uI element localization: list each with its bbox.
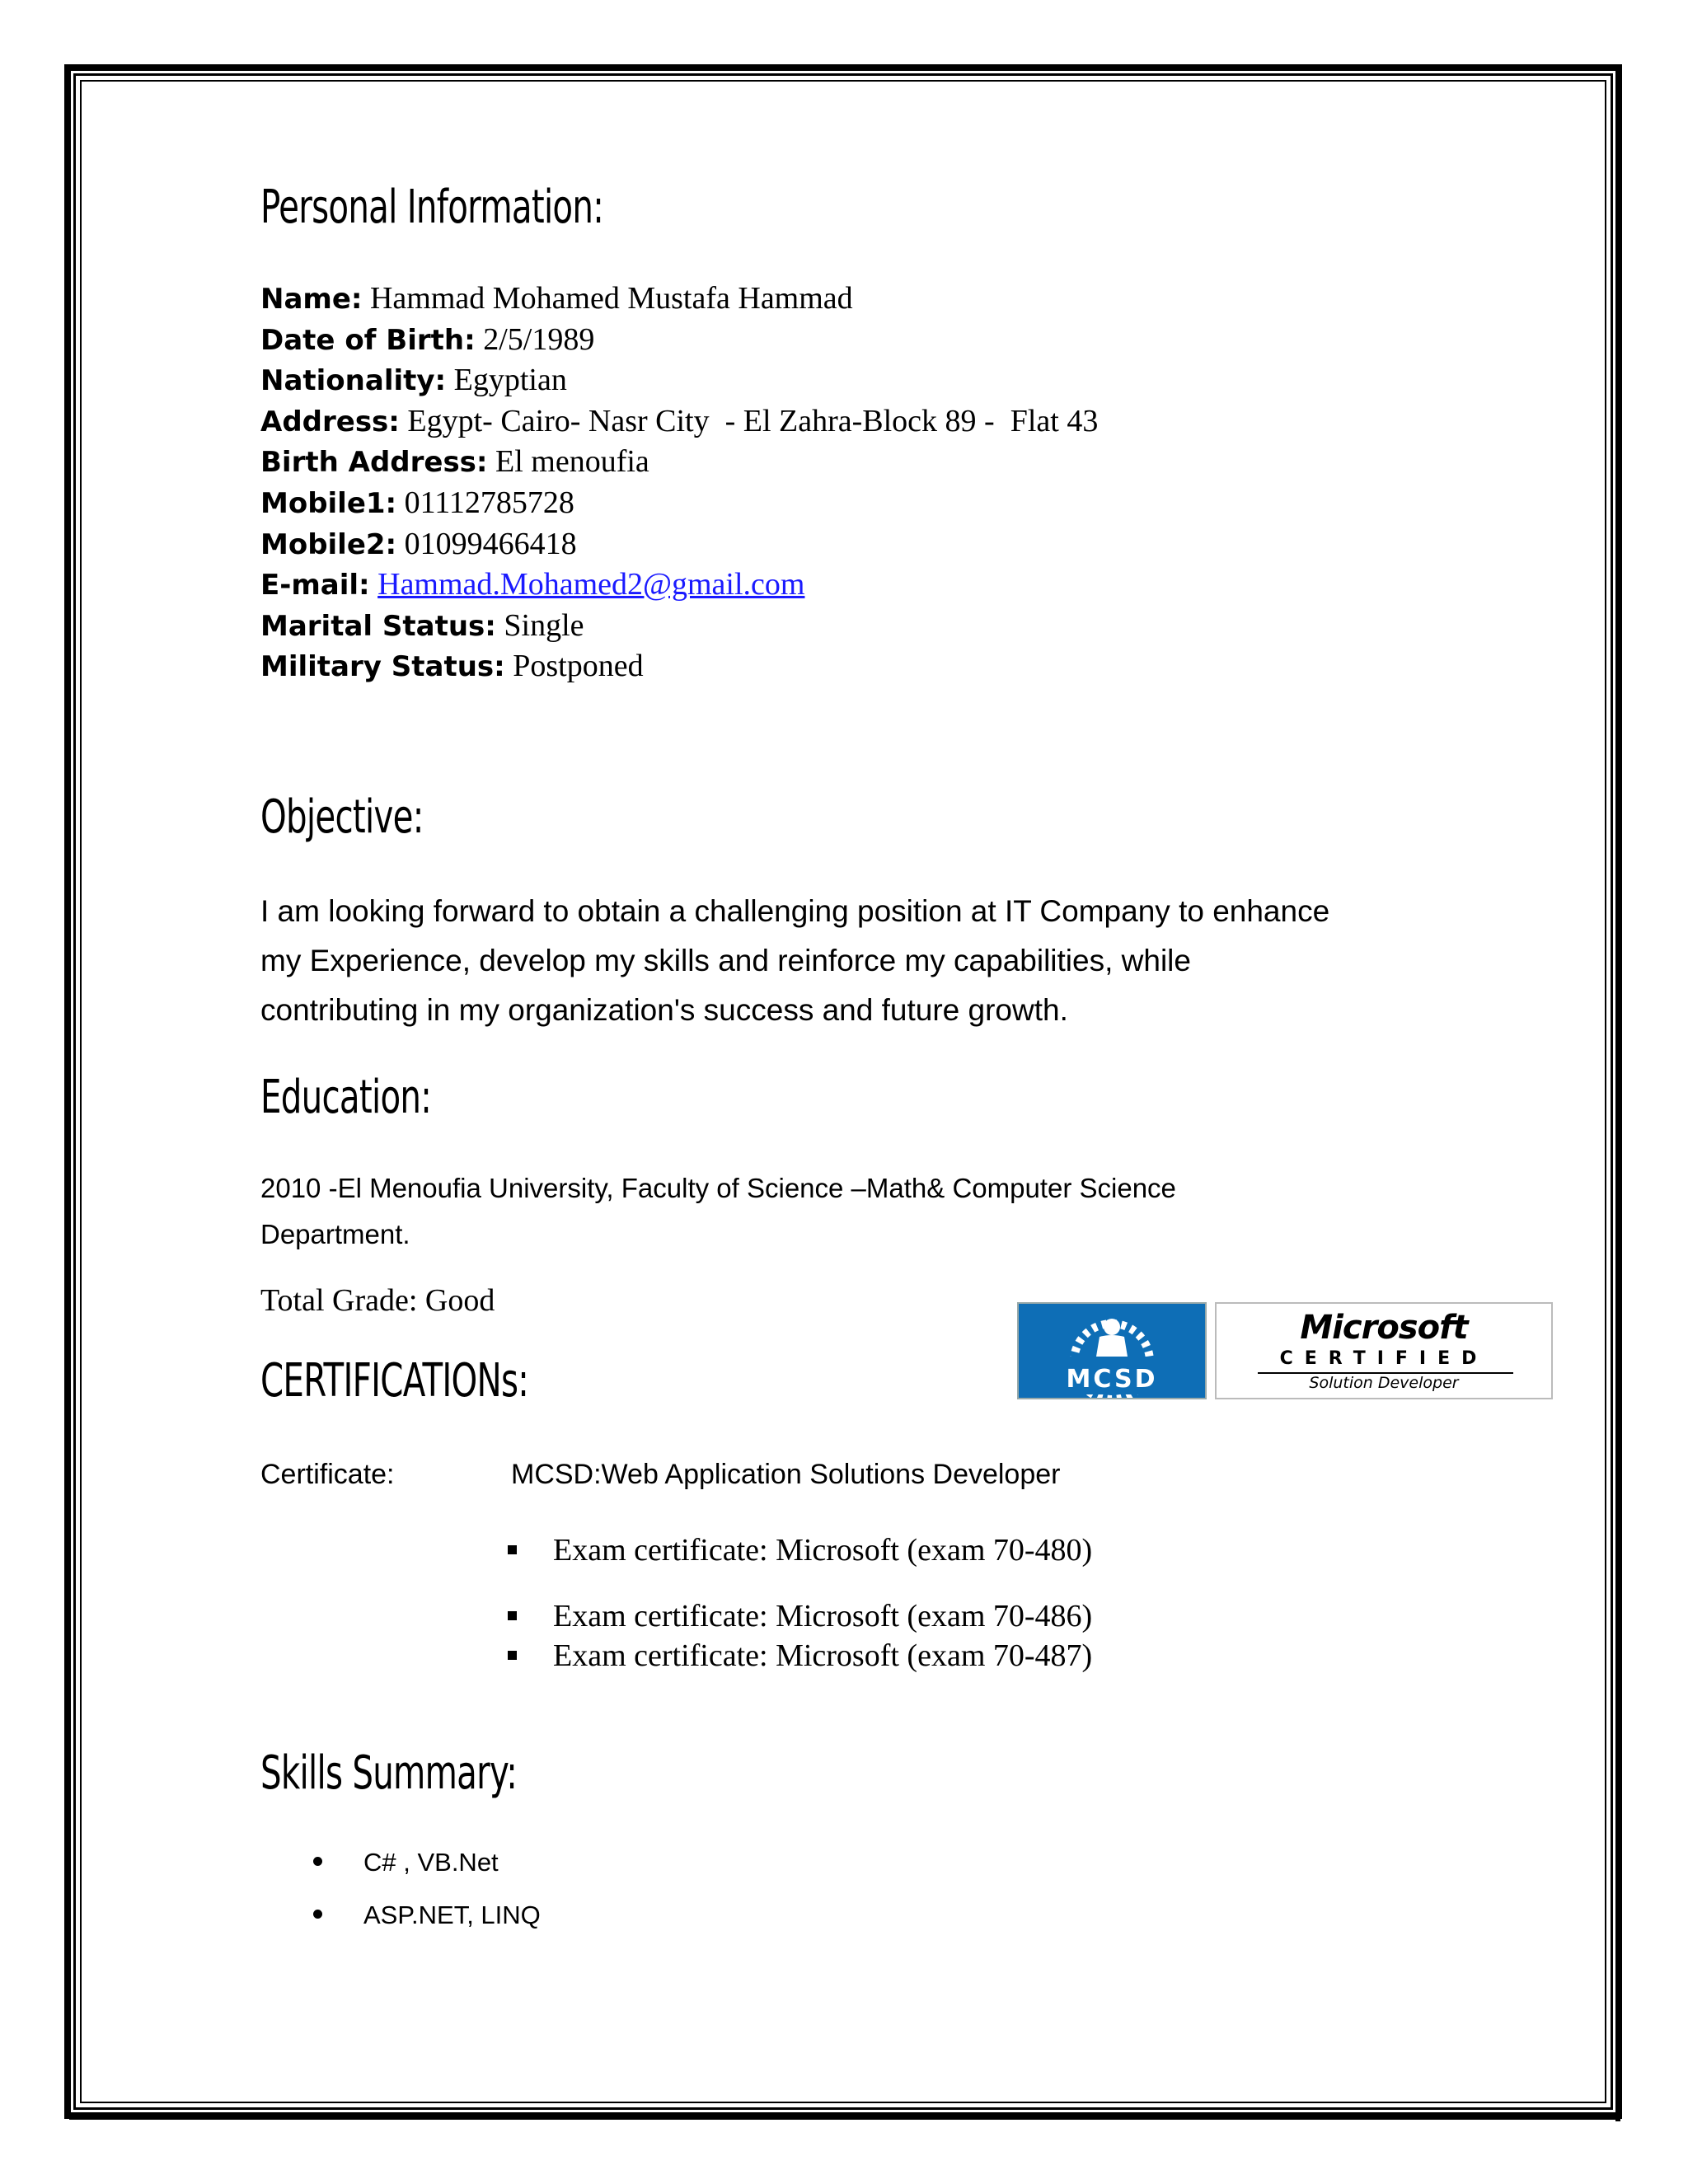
info-row-birth-date [260, 320, 1098, 361]
bullet-icon [313, 1857, 322, 1866]
education-line: Department. [260, 1219, 410, 1249]
info-row-military-status [260, 646, 1098, 687]
square-bullet-icon [508, 1651, 517, 1660]
email-link[interactable]: Hammad.Mohamed2@gmail.com [377, 567, 805, 602]
microsoft-logo: Microsoft [1300, 1309, 1468, 1347]
info-value: Hammad Mohamed Mustafa Hammad [369, 281, 853, 316]
info-row-nationality [260, 360, 1098, 401]
info-row-name [260, 279, 1098, 320]
info-label: Birth Address: [260, 446, 488, 480]
info-label: Nationality: [260, 364, 447, 398]
certificate-label: Certificate: [260, 1459, 395, 1490]
objective-paragraph [260, 887, 1439, 1035]
personal-information-heading: Personal Information: [260, 180, 604, 234]
info-row-address [260, 401, 1098, 443]
certificate-value: MCSD:Web Application Solutions Developer [511, 1459, 1061, 1490]
info-label: E-mail: [260, 569, 370, 602]
info-value: 01112785728 [404, 485, 574, 520]
info-label: Mobile2: [260, 527, 397, 561]
solution-developer-text: Solution Developer [1309, 1374, 1459, 1392]
mcsd-certification-logo [1017, 1302, 1553, 1399]
info-row-marital-status [260, 606, 1098, 647]
page-border-shadow-bottom [69, 2115, 1620, 2120]
info-value: Single [504, 607, 584, 643]
skill-item [313, 1902, 541, 1928]
square-bullet-icon [508, 1611, 517, 1620]
info-value: Postponed [513, 649, 644, 684]
info-row-mobile1 [260, 483, 1098, 524]
mcsd-badge-text: MCSD [1066, 1365, 1158, 1394]
mcsd-badge [1017, 1302, 1207, 1399]
info-label: Address: [260, 405, 400, 438]
info-label: Military Status: [260, 650, 505, 684]
info-label: Mobile1: [260, 486, 397, 520]
skill-item [313, 1849, 499, 1875]
total-grade: Total Grade: Good [260, 1283, 495, 1318]
square-bullet-icon [508, 1545, 517, 1554]
certified-text: CERTIFIED [1279, 1348, 1489, 1369]
education-line: 2010 -El Menoufia University, Faculty of Science –Math& Computer Science [260, 1173, 1176, 1203]
info-row-email [260, 565, 1098, 606]
exam-text: Exam certificate: Microsoft (exam 70-486) [553, 1599, 1093, 1633]
skills-summary-heading: Skills Summary: [260, 1746, 518, 1800]
exam-item [508, 1601, 1092, 1632]
info-row-mobile2 [260, 524, 1098, 565]
skill-text: C# , VB.Net [363, 1848, 499, 1877]
exam-text: Exam certificate: Microsoft (exam 70-480) [553, 1533, 1093, 1568]
info-label: Date of Birth: [260, 323, 476, 357]
microsoft-certified-panel [1215, 1302, 1553, 1399]
info-value: Egypt- Cairo- Nasr City - El Zahra-Block 89 - Flat 43 [407, 403, 1099, 438]
exam-item [508, 1640, 1092, 1671]
skill-text: ASP.NET, LINQ [363, 1900, 541, 1929]
info-value: 01099466418 [404, 526, 577, 561]
info-label: Name: [260, 283, 363, 316]
page-border-shadow-right [1615, 69, 1620, 2121]
info-value: El menoufia [495, 444, 649, 480]
info-value: Egyptian [453, 363, 567, 398]
bullet-icon [313, 1910, 322, 1919]
education-paragraph [260, 1165, 1176, 1258]
objective-line: my Experience, develop my skills and reinforce my capabilities, while [260, 944, 1191, 977]
info-label: Marital Status: [260, 609, 496, 643]
exam-text: Exam certificate: Microsoft (exam 70-487) [553, 1638, 1093, 1673]
info-value: 2/5/1989 [483, 321, 595, 357]
exam-item [508, 1535, 1092, 1566]
certifications-heading: CERTIFICATIONs: [260, 1354, 529, 1408]
objective-line: contributing in my organization's success and future growth. [260, 993, 1068, 1027]
info-row-birth-address [260, 442, 1098, 483]
objective-line: I am looking forward to obtain a challenging position at IT Company to enhance [260, 894, 1330, 928]
education-heading: Education: [260, 1071, 432, 1124]
personal-info-list [260, 279, 1098, 687]
objective-heading: Objective: [260, 790, 424, 844]
